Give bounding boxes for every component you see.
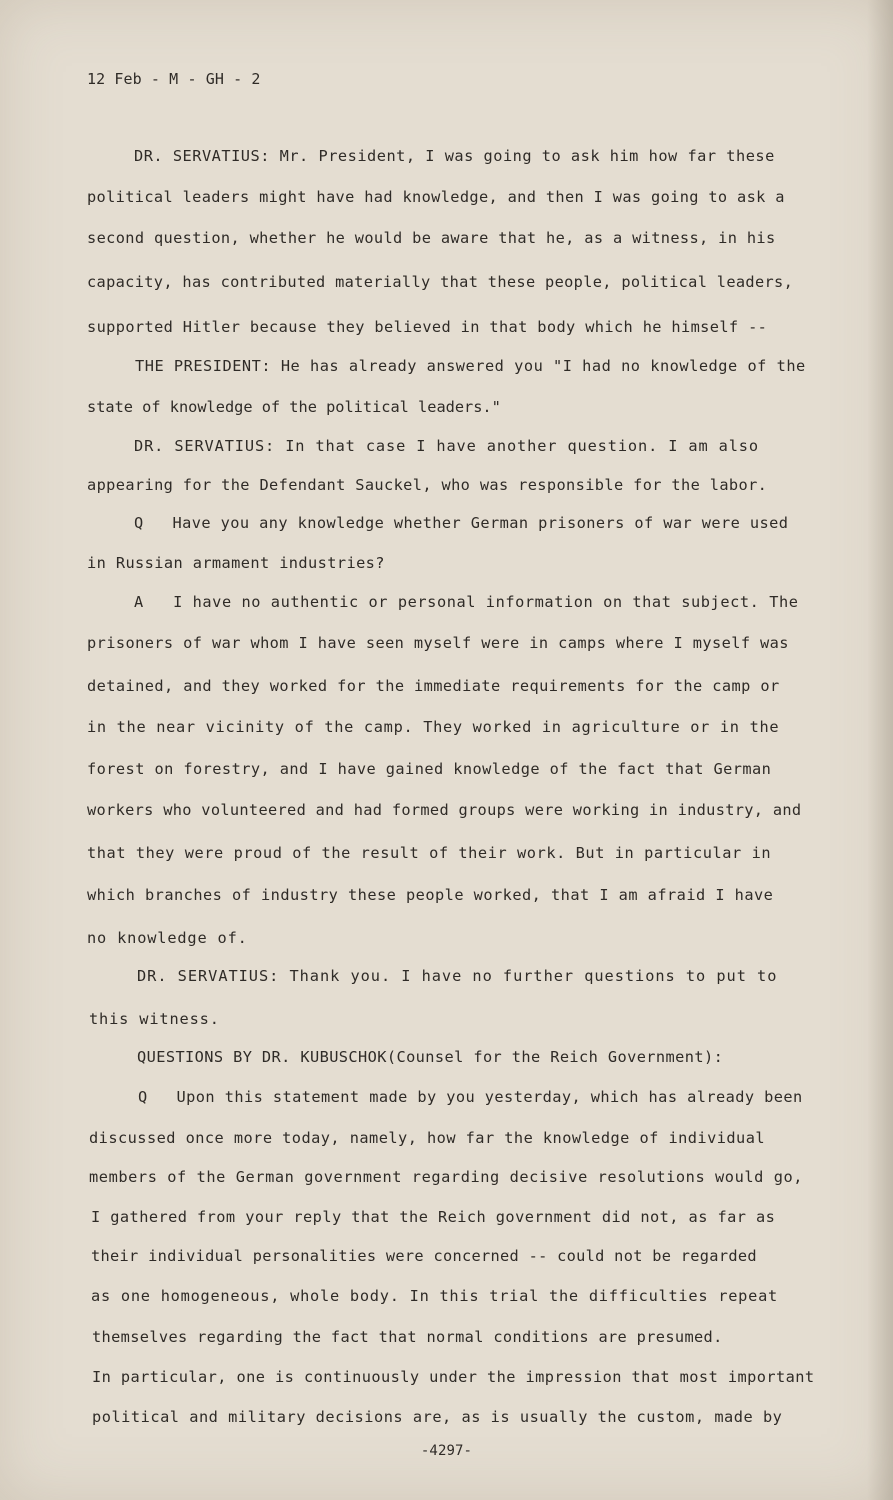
text-line-13: prisoners of war whom I have seen myself were in camps where I myself was bbox=[87, 634, 789, 652]
text-line-4: capacity, has contributed materially that these people, political leaders, bbox=[87, 273, 794, 291]
text-line-21: DR. SERVATIUS: Thank you. I have no further questions to put to bbox=[137, 967, 778, 985]
page-header: 12 Feb - M - GH - 2 bbox=[87, 70, 261, 88]
section-heading: QUESTIONS BY DR. KUBUSCHOK(Counsel for the Reich Government): bbox=[137, 1048, 724, 1066]
text-line-9: appearing for the Defendant Sauckel, who was responsible for the labor. bbox=[87, 476, 768, 494]
text-line-31: political and military decisions are, as is usually the custom, made by bbox=[92, 1408, 783, 1426]
text-line-18: that they were proud of the result of their work. But in particular in bbox=[87, 844, 772, 862]
text-line-19: which branches of industry these people worked, that I am afraid I have bbox=[87, 886, 774, 904]
text-line-3: second question, whether he would be aware that he, as a witness, in his bbox=[87, 229, 776, 247]
text-line-15: in the near vicinity of the camp. They worked in agriculture or in the bbox=[87, 718, 780, 736]
text-line-12: A I have no authentic or personal information on that subject. The bbox=[134, 593, 799, 611]
text-line-2: political leaders might have had knowledge, and then I was going to ask a bbox=[87, 188, 785, 206]
text-line-7: state of knowledge of the political leaders." bbox=[87, 398, 501, 416]
text-line-5: supported Hitler because they believed in that body which he himself -- bbox=[87, 318, 768, 336]
text-line-28: as one homogeneous, whole body. In this trial the difficulties repeat bbox=[91, 1287, 779, 1305]
text-line-23: Q Upon this statement made by you yesterday, which has already been bbox=[138, 1088, 803, 1106]
text-line-1: DR. SERVATIUS: Mr. President, I was going to ask him how far these bbox=[134, 147, 775, 165]
page-number: -4297- bbox=[420, 1443, 473, 1459]
text-line-22: this witness. bbox=[89, 1010, 220, 1028]
text-line-16: forest on forestry, and I have gained knowledge of the fact that German bbox=[87, 760, 772, 778]
text-line-8: DR. SERVATIUS: In that case I have another question. I am also bbox=[134, 437, 759, 455]
text-line-6: THE PRESIDENT: He has already answered you "I had no knowledge of the bbox=[135, 357, 806, 375]
text-line-17: workers who volunteered and had formed groups were working in industry, and bbox=[87, 801, 802, 819]
text-line-11: in Russian armament industries? bbox=[87, 554, 385, 572]
text-line-20: no knowledge of. bbox=[87, 929, 248, 947]
text-line-29: themselves regarding the fact that normal conditions are presumed. bbox=[92, 1328, 723, 1346]
text-line-30: In particular, one is continuously under the impression that most important bbox=[92, 1368, 815, 1386]
text-line-27: their individual personalities were concerned -- could not be regarded bbox=[91, 1247, 757, 1265]
text-line-26: I gathered from your reply that the Reich government did not, as far as bbox=[91, 1208, 776, 1226]
page-edge-shadow bbox=[867, 0, 893, 1500]
text-line-14: detained, and they worked for the immediate requirements for the camp or bbox=[87, 677, 780, 695]
text-line-24: discussed once more today, namely, how far the knowledge of individual bbox=[89, 1129, 766, 1147]
text-line-25: members of the German government regarding decisive resolutions would go, bbox=[89, 1168, 804, 1186]
text-line-10: Q Have you any knowledge whether German prisoners of war were used bbox=[134, 514, 789, 532]
